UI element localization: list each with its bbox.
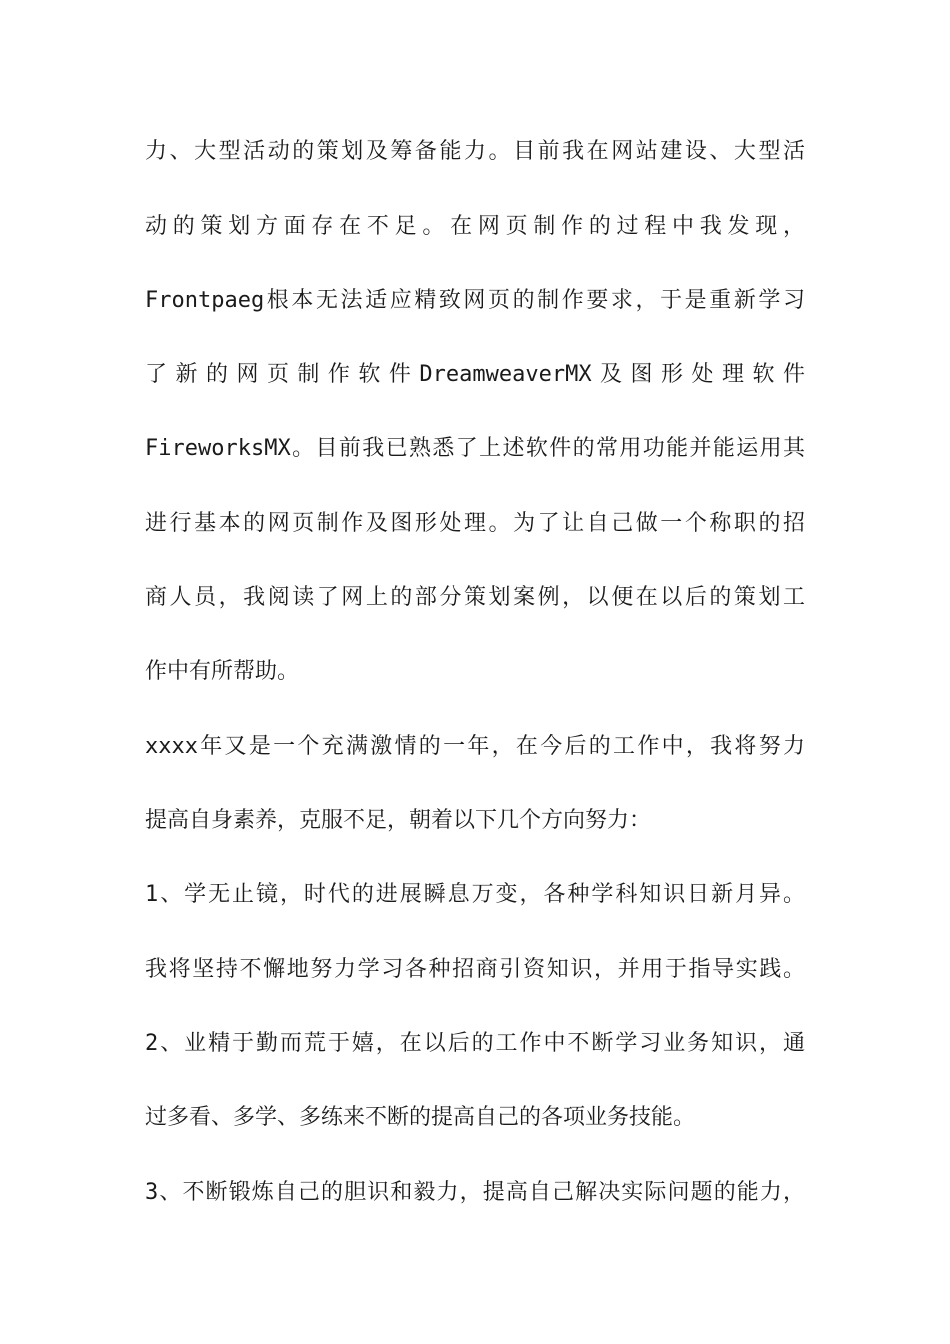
text-line: Frontpaeg根本无法适应精致网页的制作要求，于是重新学习 bbox=[145, 288, 805, 313]
text-line: 我将坚持不懈地努力学习各种招商引资知识，并用于指导实践。 bbox=[145, 957, 805, 982]
text-line: 3、不断锻炼自己的胆识和毅力，提高自己解决实际问题的能力， bbox=[145, 1180, 805, 1205]
text-line: 过多看、多学、多练来不断的提高自己的各项业务技能。 bbox=[145, 1105, 696, 1130]
text-line: 商人员，我阅读了网上的部分策划案例，以便在以后的策划工 bbox=[145, 585, 805, 610]
text-line: FireworksMX。目前我已熟悉了上述软件的常用功能并能运用其 bbox=[145, 436, 805, 461]
text-line: 2、业精于勤而荒于嬉，在以后的工作中不断学习业务知识，通 bbox=[145, 1031, 805, 1056]
text-line: 作中有所帮助。 bbox=[145, 659, 300, 684]
text-line: 1、学无止镜，时代的进展瞬息万变，各种学科知识日新月异。 bbox=[145, 882, 805, 907]
text-line: 提高自身素养，克服不足，朝着以下几个方向努力： bbox=[145, 808, 652, 833]
text-line: 了新的网页制作软件DreamweaverMX及图形处理软件 bbox=[145, 362, 805, 387]
text-line: xxxx年又是一个充满激情的一年，在今后的工作中，我将努力 bbox=[145, 734, 805, 759]
text-line: 动的策划方面存在不足。在网页制作的过程中我发现， bbox=[145, 214, 805, 239]
text-line: 进行基本的网页制作及图形处理。为了让自己做一个称职的招 bbox=[145, 511, 805, 536]
text-line: 力、大型活动的策划及筹备能力。目前我在网站建设、大型活 bbox=[145, 139, 805, 164]
